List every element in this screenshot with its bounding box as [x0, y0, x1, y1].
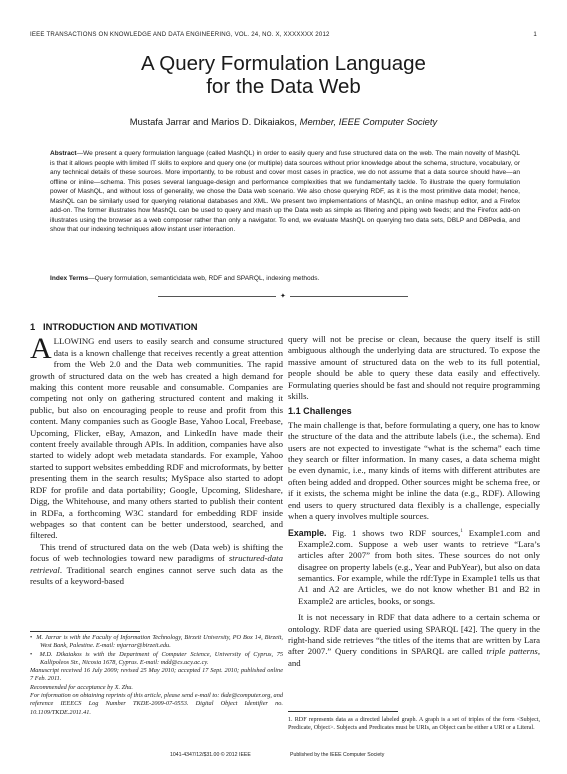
intro-text-2b: . Traditional search engines cannot serve such data as the results of a keyword-based [30, 564, 283, 586]
rdf-emphasis: triple patterns [486, 646, 538, 657]
affiliation-2-text: M.D. Dikaiakos is with the Department of Computer Science, University of Cyprus, 75 Kallipoleos Str., Nicosia 1678, Cyprus. E-mail: mdd@cs.ucy.ac.cy. [39, 650, 284, 666]
intro-text-1: end users to easily search and consume structured data is a known challenge that receives recently a great attention from the Web 2.0 and the Data web communities. The rapid growth of structured data on the web has created a high demand for making this content more reusable and consumable. Companies are competing not only on gathering structured content and making it public, but also on encouraging people to reuse and profit from this content. Many companies such as Google Base, Yahoo Local, Freebase, Upcoming, Flicker, eBay, Amazon, and LinkedIn have made their content freely available through APIs. In addition, companies have also started to widely adopt web metadata standards. For example, Yahoo started to support websites embedding RDF and microformats, by better presenting them in the search results; MySpace also started to adopt RDF for profile and data portability; Google, Upcoming, Slideshare, Digg, the Whitehouse, and many others started to publish their content in RDFa, a forthcoming W3C standard for embedding RDF inside webpages so that content can be better understood, searched, and filtered. [30, 336, 283, 541]
footnote-marker: 1 [460, 528, 463, 534]
rdf-text-a: It is not necessary in RDF that data adhere to a certain schema or ontology. RDF data are queried using SPARQL [42]. The query in the right-hand side retrieves “the titles of the items that are written by Lara after 2007.” Query conditions in SPARQL are called [288, 612, 540, 657]
section-number: 1 [30, 321, 36, 332]
divider-left [158, 296, 276, 297]
footer-copyright: 1041-4347/12/$31.00 © 2012 IEEE [170, 752, 251, 758]
challenges-paragraph: The main challenge is that, before formulating a query, one has to know the structure of the data and the attribute labels (i.e., the schema). End users are not expected to investigate “what is the schema” each time they search or filter information. In many cases, a data schema might be even dynamic, i.e., many kinds of items with different attributes are often being added and dropped. Other sources might be schema free, or if it exists, the schema might be inline the data (e.g., RDF). Allowing end users to query structured data flexibly is a challenge, especially when a query involves multiple sources. [288, 419, 540, 522]
author-names: Mustafa Jarrar and Marios D. Dikaiakos, [129, 116, 300, 127]
right-paragraph-3 [288, 612, 540, 669]
intro-emphasis: structured-data retrieval [30, 553, 283, 575]
abstract-label: Abstract [50, 150, 77, 157]
section-title: INTRODUCTION AND MOTIVATION [43, 321, 198, 332]
divider-right [290, 296, 408, 297]
example-label: Example. [288, 527, 327, 538]
authors [0, 116, 567, 127]
divider-ornament: ✦ [280, 292, 286, 300]
affiliation-1: • M. Jarrar is with the Faculty of Information Technology, Birzeit University, PO Box 14, Birzeit, West Bank, Palestine. E-mail: mjarrar@birzeit.edu. [30, 634, 284, 650]
subsection-heading: 1.1 Challenges [288, 406, 352, 417]
title-line-2: for the Data Web [206, 75, 361, 98]
abstract-text: —We present a query formulation language (called MashQL) in order to easily query and fuse structured data on the web. The main novelty of MashQL is that it allows people with limited IT skills to explore and query one (or multiple) data sources without prior knowledge about the schema, structure, vocabulary, or any technical details of these sources. More importantly, to be robust and cover most cases in practice, we do not assume that a data source should have—an offline or inline—schema. This poses several language-design and performance complexities that we fundamentally tackle. To illustrate the query formulation power of MashQL, and without loss of generality, we chose the Data web scenario. We also chose querying RDF, as it is the most primitive data model; hence, MashQL can be similarly used for querying relational databases and XML. We present two implementations of MashQL, an online mashup editor, and a Firefox add-on. The former illustrates how MashQL can be used to query and mash up the Data web as simple as filtering and piping web feeds; and the Firefox add-on illustrates using the browser as a web composer rather than only a navigator. To end, we evaluate MashQL on querying two data sets, DBLP and DBPedia, and show that our indexing techniques allow instant user interaction. [50, 150, 520, 234]
footnote-rule-right [288, 711, 398, 712]
journal-header: IEEE TRANSACTIONS ON KNOWLEDGE AND DATA ENGINEERING, VOL. 24, NO. X, XXXXXXX 2012 [30, 31, 330, 38]
footer-publisher: Published by the IEEE Computer Society [290, 752, 385, 758]
title-line-1: A Query Formulation Language [141, 52, 426, 75]
example-paragraph [288, 526, 540, 608]
footnote-rule-left [30, 631, 140, 632]
abstract [50, 149, 520, 235]
affiliation-1-text: M. Jarrar is with the Faculty of Information Technology, Birzeit University, PO Box 14, Birzeit, West Bank, Palestine. E-mail: mjarrar@birzeit.edu. [36, 634, 284, 650]
intro-paragraph-2 [30, 542, 283, 588]
rdf-text-b: , and [288, 646, 540, 668]
index-terms-text: —Query formulation, semantic\data web, RDF and SPARQL, indexing methods. [88, 275, 320, 282]
left-column [30, 321, 283, 587]
intro-paragraph-1 [30, 332, 283, 541]
footnote-1: 1. RDF represents data as a directed labeled graph. A graph is a set of triples of the form <Subject, Predicate, Object>. Subjects and Predicates must be URIs, an Object can be either a URI or a Literal. [288, 717, 540, 732]
intro-lead-word: LLOWING [53, 336, 95, 347]
recommended-by: Recommended for acceptance by X. Zhu. [30, 683, 133, 691]
reprint-info: For information on obtaining reprints of this article, please send e-mail to: tkde@computer.org, and reference IEEECS Log Number TKDE-2009-07-0553. Digital Object Identifier no. 10.1109/TKDE.2011.41. [30, 692, 283, 716]
intro-text-2a: This trend of structured data on the web (Data web) is shifting the focus of web technologies toward new paradigms of [30, 541, 283, 564]
paper-title [0, 52, 567, 98]
manuscript-received: Manuscript received 16 July 2009; revised 25 May 2010; accepted 17 Sept. 2010; published online 7 Feb. 2011. [30, 667, 283, 683]
affiliation-2: • M.D. Dikaiakos is with the Department of Computer Science, University of Cyprus, 75 Kallipoleos Str., Nicosia 1678, Cyprus. E-mail: mdd@cs.ucy.ac.cy. [30, 650, 284, 666]
right-paragraph-1: query will not be precise or clean, because the query itself is still ambiguous although the underlying data are structured. To expose the massive amount of structured data on the web to its full potential, people should be able to query these data easily and effectively. Formulating queries should be fast and should not require programming skills. [288, 334, 541, 402]
page-number: 1 [533, 31, 537, 38]
example-text-b: Example1.com and Example2.com. Suppose a web user wants to retrieve “Lara’s articles after 2007” from both sites. These sources do not only disagree on property labels (e.g., Year and PubYear), but also on data semantics. For example, while the rdf:Type in Example1 tells us that A1 and A2 are Articles, we do not know whether B1 and B2 in Example2 are articles, books, or songs. [298, 527, 540, 606]
section-heading [30, 321, 283, 332]
example-text-a: Fig. 1 shows two RDF sources, [326, 527, 461, 538]
drop-cap: A [30, 332, 52, 366]
affiliations [30, 634, 283, 717]
author-membership: Member, IEEE Computer Society [299, 116, 438, 127]
index-terms-label: Index Terms [50, 275, 89, 282]
running-header [30, 31, 537, 38]
right-column [288, 334, 540, 669]
index-terms [50, 275, 520, 282]
